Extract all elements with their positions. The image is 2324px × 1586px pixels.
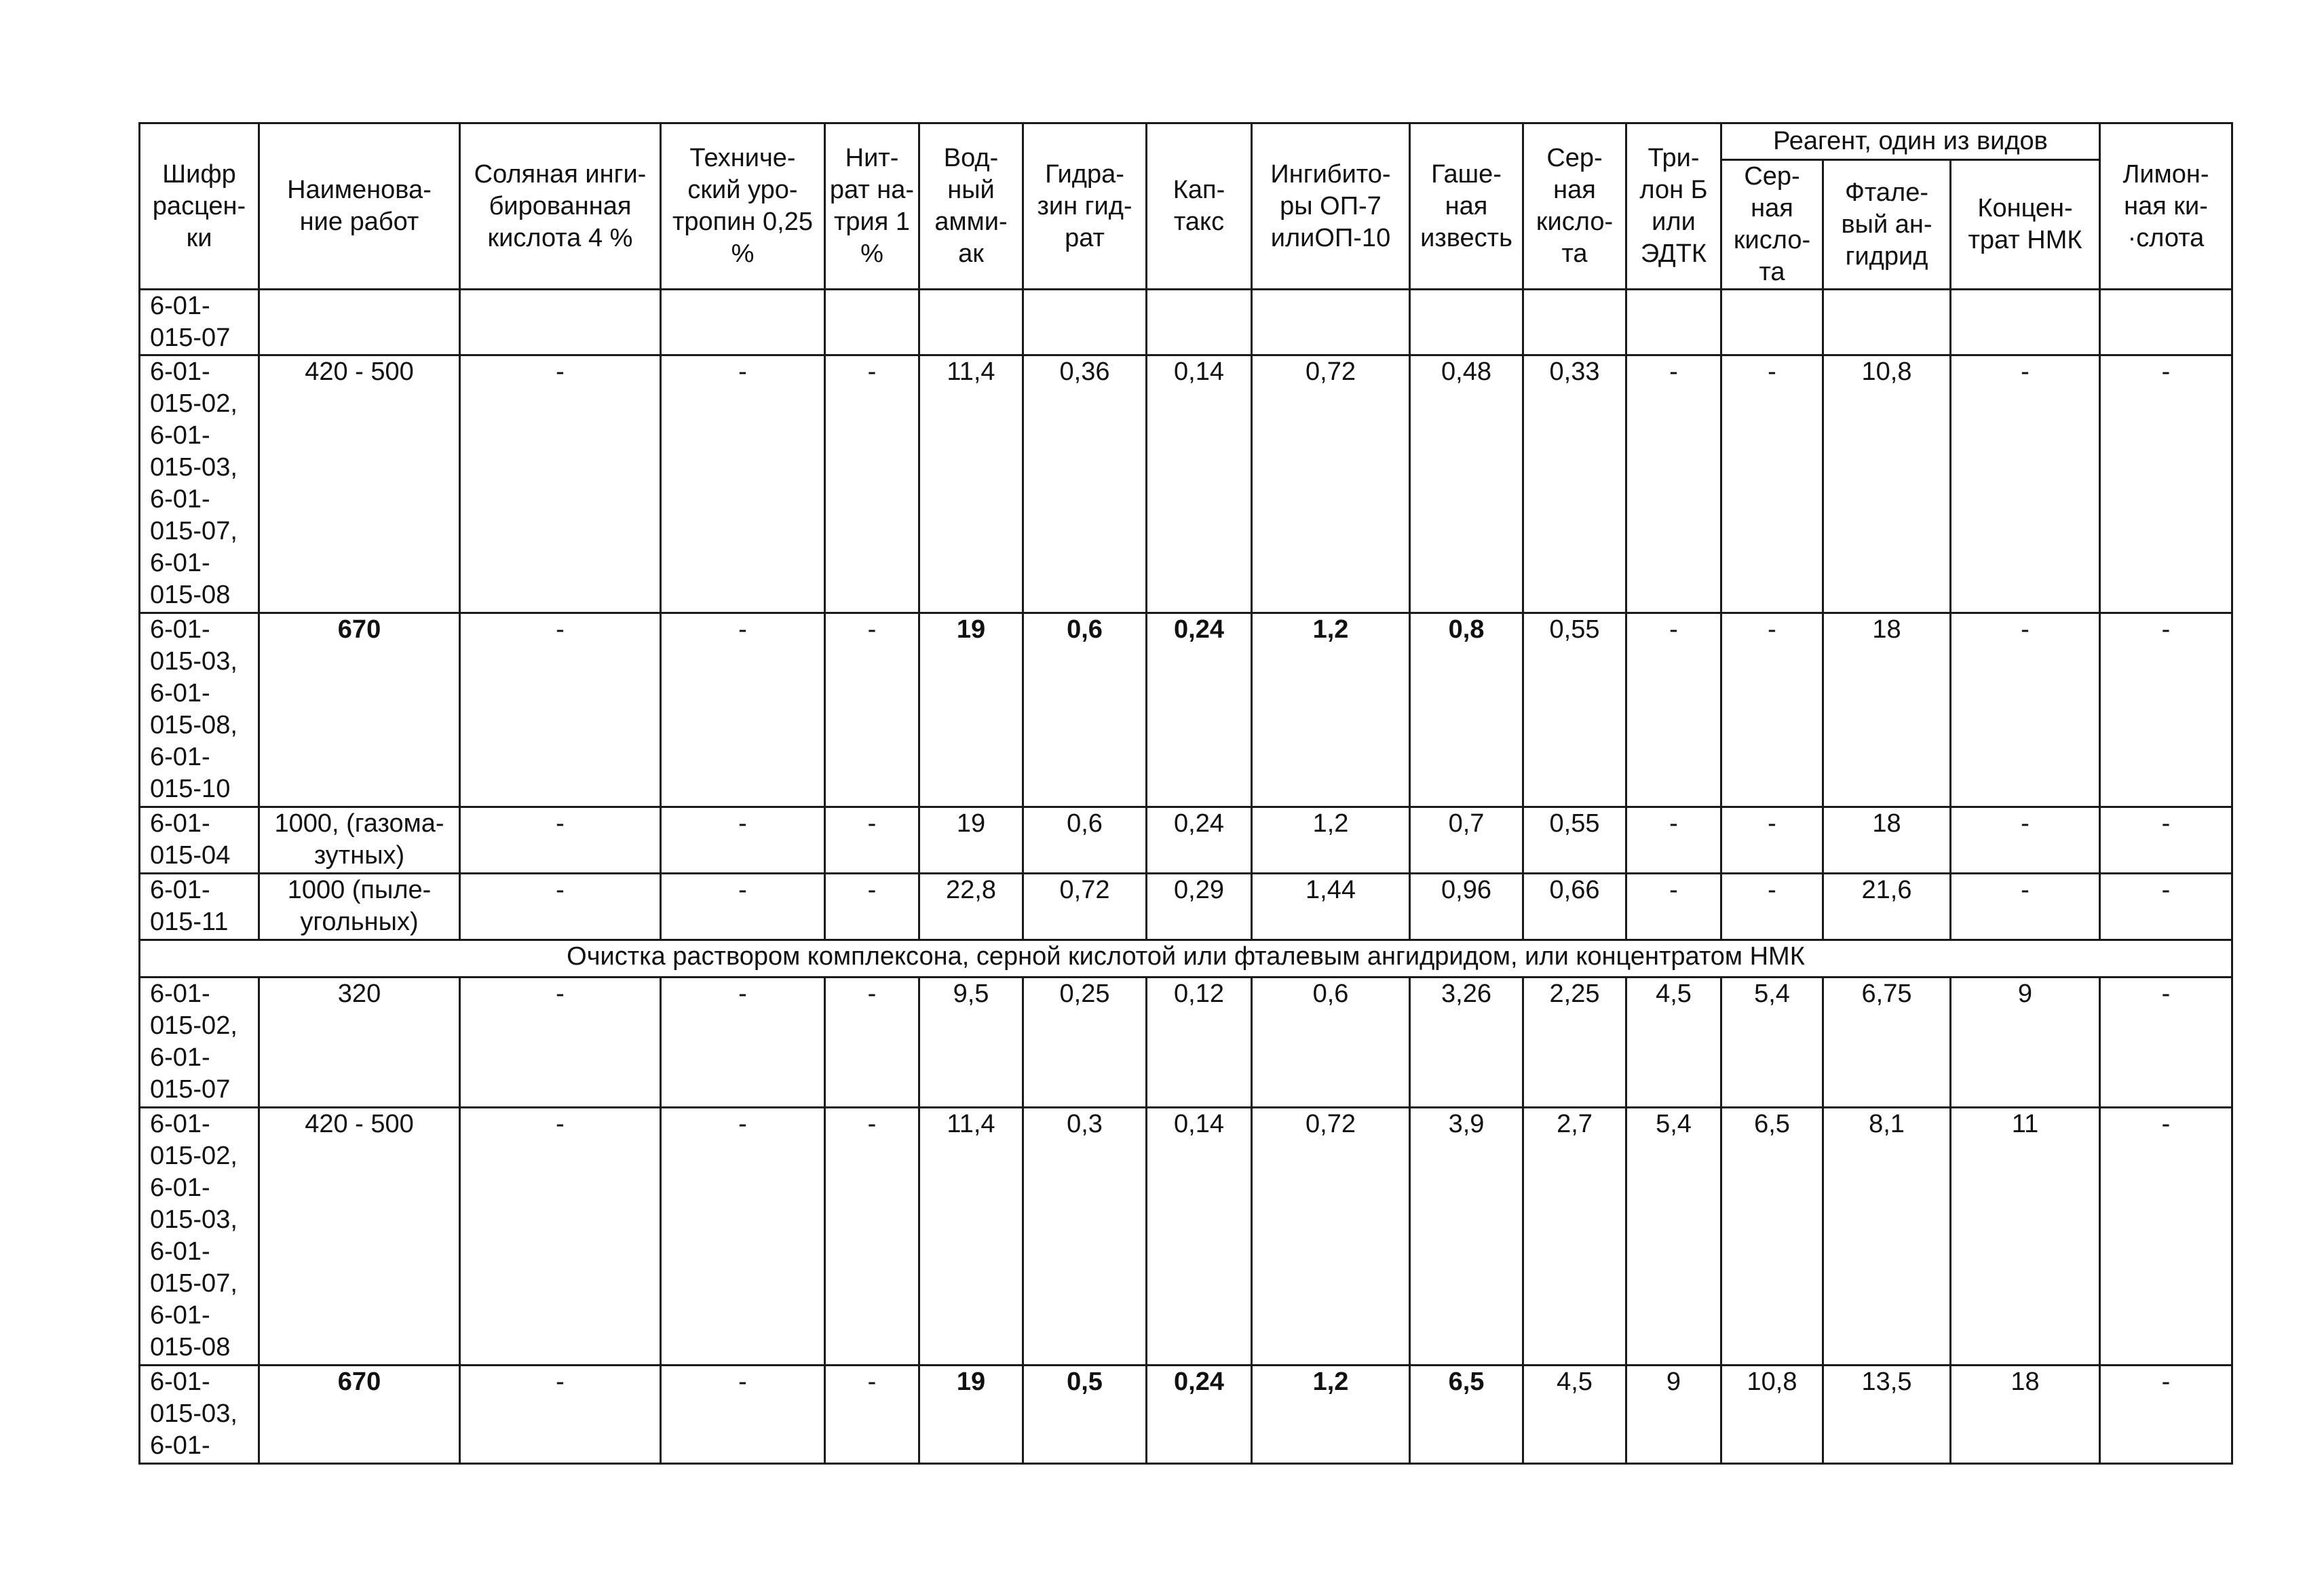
table-cell: 18 xyxy=(1823,613,1951,807)
row-code: 6-01- 015-03, 6-01- xyxy=(140,1366,259,1464)
header-hydrochloric: Соляная инги- бированная кислота 4 % xyxy=(460,123,661,290)
table-cell: 0,6 xyxy=(1023,807,1147,874)
table-cell: - xyxy=(661,613,825,807)
table-cell: 19 xyxy=(919,1366,1023,1464)
table-cell: 11,4 xyxy=(919,355,1023,613)
table-cell xyxy=(1823,290,1951,355)
table-cell: - xyxy=(1626,874,1721,940)
table-cell: - xyxy=(661,1108,825,1366)
table-cell: 9 xyxy=(1626,1366,1721,1464)
table-cell: - xyxy=(2100,978,2232,1108)
table-cell: 19 xyxy=(919,613,1023,807)
table-cell: 8,1 xyxy=(1823,1108,1951,1366)
table-cell: - xyxy=(460,355,661,613)
table-cell: 0,48 xyxy=(1410,355,1523,613)
table-cell xyxy=(1523,290,1626,355)
row-code: 6-01- 015-02, 6-01- 015-03, 6-01- 015-07, 6-01- 015-08 xyxy=(140,1108,259,1366)
table-row xyxy=(140,1108,2232,1366)
header-captax: Кап- такс xyxy=(1147,123,1252,290)
table-row xyxy=(140,290,2232,355)
header-inhibitors: Ингибито- ры ОП-7 илиОП-10 xyxy=(1252,123,1410,290)
table-cell: - xyxy=(1951,874,2100,940)
table-cell: 0,96 xyxy=(1410,874,1523,940)
table-cell: - xyxy=(1721,807,1823,874)
table-cell: 9,5 xyxy=(919,978,1023,1108)
table-cell: 1,2 xyxy=(1252,1366,1410,1464)
header-nitrite: Нит- рат на- трия 1 % xyxy=(825,123,919,290)
table-cell: - xyxy=(825,874,919,940)
table-cell: 0,24 xyxy=(1147,1366,1252,1464)
table-cell xyxy=(661,290,825,355)
table-cell xyxy=(1951,290,2100,355)
table-cell: - xyxy=(460,1366,661,1464)
table-cell: - xyxy=(1721,874,1823,940)
table-cell: 0,24 xyxy=(1147,613,1252,807)
table-cell: 0,33 xyxy=(1523,355,1626,613)
table-cell: - xyxy=(460,613,661,807)
table-cell: 1,2 xyxy=(1252,807,1410,874)
table-row xyxy=(140,613,2232,807)
table-cell: - xyxy=(1951,613,2100,807)
table-cell: 5,4 xyxy=(1626,1108,1721,1366)
row-name: 420 - 500 xyxy=(259,1108,460,1366)
table-cell: 0,55 xyxy=(1523,807,1626,874)
rates-table xyxy=(138,122,2233,1465)
table-cell xyxy=(2100,290,2232,355)
table-cell: 13,5 xyxy=(1823,1366,1951,1464)
table-row xyxy=(140,807,2232,874)
table-cell: - xyxy=(661,978,825,1108)
table-cell: 0,72 xyxy=(1023,874,1147,940)
table-cell: 4,5 xyxy=(1523,1366,1626,1464)
table-cell xyxy=(1410,290,1523,355)
table-cell: - xyxy=(661,807,825,874)
table-cell: 19 xyxy=(919,807,1023,874)
table-cell: - xyxy=(1951,807,2100,874)
header-citric: Лимон- ная ки- ·слота xyxy=(2100,123,2232,290)
row-name: 1000, (газома- зутных) xyxy=(259,807,460,874)
table-cell xyxy=(1147,290,1252,355)
row-code: 6-01- 015-02, 6-01- 015-07 xyxy=(140,978,259,1108)
header-sulfuric: Сер- ная кисло- та xyxy=(1523,123,1626,290)
table-cell: 21,6 xyxy=(1823,874,1951,940)
table-cell: - xyxy=(1626,355,1721,613)
table-cell: 0,25 xyxy=(1023,978,1147,1108)
table-cell: 18 xyxy=(1951,1366,2100,1464)
row-name: 320 xyxy=(259,978,460,1108)
table-cell: - xyxy=(2100,1108,2232,1366)
header-ammonia: Вод- ный амми- ак xyxy=(919,123,1023,290)
table-cell xyxy=(919,290,1023,355)
table-cell xyxy=(1626,290,1721,355)
table-cell: 0,14 xyxy=(1147,355,1252,613)
table-cell: 0,55 xyxy=(1523,613,1626,807)
table-cell xyxy=(460,290,661,355)
table-cell: 6,5 xyxy=(1721,1108,1823,1366)
table-cell: 5,4 xyxy=(1721,978,1823,1108)
table-cell xyxy=(825,290,919,355)
header-urotropin: Техниче- ский уро- тропин 0,25 % xyxy=(661,123,825,290)
table-cell: 22,8 xyxy=(919,874,1023,940)
table-cell: 0,24 xyxy=(1147,807,1252,874)
table-cell: 10,8 xyxy=(1721,1366,1823,1464)
table-cell: - xyxy=(1721,355,1823,613)
table-cell: 1,44 xyxy=(1252,874,1410,940)
table-cell: 18 xyxy=(1823,807,1951,874)
table-cell xyxy=(1252,290,1410,355)
table-cell: 0,6 xyxy=(1252,978,1410,1108)
row-code: 6-01- 015-11 xyxy=(140,874,259,940)
table-cell: 9 xyxy=(1951,978,2100,1108)
table-cell: 0,5 xyxy=(1023,1366,1147,1464)
table-row xyxy=(140,874,2232,940)
row-name: 1000 (пыле- угольных) xyxy=(259,874,460,940)
table-cell: 0,72 xyxy=(1252,1108,1410,1366)
table-cell: 4,5 xyxy=(1626,978,1721,1108)
table-cell: - xyxy=(1626,807,1721,874)
table-cell: 0,36 xyxy=(1023,355,1147,613)
table-cell: - xyxy=(2100,807,2232,874)
table-cell: - xyxy=(460,978,661,1108)
table-cell: 11,4 xyxy=(919,1108,1023,1366)
table-cell: - xyxy=(2100,1366,2232,1464)
table-cell: 6,5 xyxy=(1410,1366,1523,1464)
table-cell: 2,25 xyxy=(1523,978,1626,1108)
table-cell: 0,6 xyxy=(1023,613,1147,807)
table-cell: - xyxy=(661,1366,825,1464)
header-code: Шифр расцен- ки xyxy=(140,123,259,290)
table-cell: - xyxy=(825,1108,919,1366)
table-cell: - xyxy=(460,874,661,940)
header-hydrazine: Гидра- зин гид- рат xyxy=(1023,123,1147,290)
table-cell: - xyxy=(2100,355,2232,613)
table-cell: 6,75 xyxy=(1823,978,1951,1108)
table-cell: 0,8 xyxy=(1410,613,1523,807)
table-cell: 11 xyxy=(1951,1108,2100,1366)
section-title: Очистка раствором комплексона, серной кислотой или фталевым ангидридом, или концентратом НМК xyxy=(140,940,2232,978)
table-cell: - xyxy=(825,1366,919,1464)
row-code: 6-01- 015-03, 6-01- 015-08, 6-01- 015-10 xyxy=(140,613,259,807)
table-cell: 3,26 xyxy=(1410,978,1523,1108)
header-reagent-group: Реагент, один из видов xyxy=(1721,123,2100,160)
table-cell: - xyxy=(661,355,825,613)
table-row xyxy=(140,978,2232,1108)
table-cell: 0,14 xyxy=(1147,1108,1252,1366)
table-row xyxy=(140,1366,2232,1464)
table-cell xyxy=(1721,290,1823,355)
table-row xyxy=(140,355,2232,613)
table-cell: 0,72 xyxy=(1252,355,1410,613)
row-code: 6-01- 015-07 xyxy=(140,290,259,355)
header-reagent-sulfuric: Сер- ная кисло- та xyxy=(1721,160,1823,290)
row-name: 670 xyxy=(259,613,460,807)
table-cell xyxy=(1023,290,1147,355)
table-cell: - xyxy=(1721,613,1823,807)
table-cell: 10,8 xyxy=(1823,355,1951,613)
table-cell: 0,66 xyxy=(1523,874,1626,940)
table-cell: - xyxy=(1951,355,2100,613)
row-name: 670 xyxy=(259,1366,460,1464)
row-code: 6-01- 015-02, 6-01- 015-03, 6-01- 015-07, 6-01- 015-08 xyxy=(140,355,259,613)
table-cell: - xyxy=(2100,874,2232,940)
table-cell: - xyxy=(661,874,825,940)
table-cell: - xyxy=(825,807,919,874)
row-name: 420 - 500 xyxy=(259,355,460,613)
header-reagent-phthalic: Фтале- вый ан- гидрид xyxy=(1823,160,1951,290)
table-cell: 1,2 xyxy=(1252,613,1410,807)
table-cell: 0,3 xyxy=(1023,1108,1147,1366)
table-cell: - xyxy=(460,1108,661,1366)
header-reagent-nmk: Концен- трат НМК xyxy=(1951,160,2100,290)
table-cell: - xyxy=(825,978,919,1108)
header-name: Наименова- ние работ xyxy=(259,123,460,290)
table-cell: 2,7 xyxy=(1523,1108,1626,1366)
table-cell: - xyxy=(825,613,919,807)
header-lime: Гаше- ная известь xyxy=(1410,123,1523,290)
table-cell: 3,9 xyxy=(1410,1108,1523,1366)
table-cell: - xyxy=(460,807,661,874)
table-cell: - xyxy=(825,355,919,613)
table-cell: - xyxy=(1626,613,1721,807)
table-cell: - xyxy=(2100,613,2232,807)
section-row xyxy=(140,940,2232,978)
row-code: 6-01- 015-04 xyxy=(140,807,259,874)
table-cell: 0,29 xyxy=(1147,874,1252,940)
table-cell: 0,12 xyxy=(1147,978,1252,1108)
header-trilon: Три- лон Б или ЭДТК xyxy=(1626,123,1721,290)
row-name xyxy=(259,290,460,355)
table-cell: 0,7 xyxy=(1410,807,1523,874)
header-row xyxy=(140,123,2232,160)
